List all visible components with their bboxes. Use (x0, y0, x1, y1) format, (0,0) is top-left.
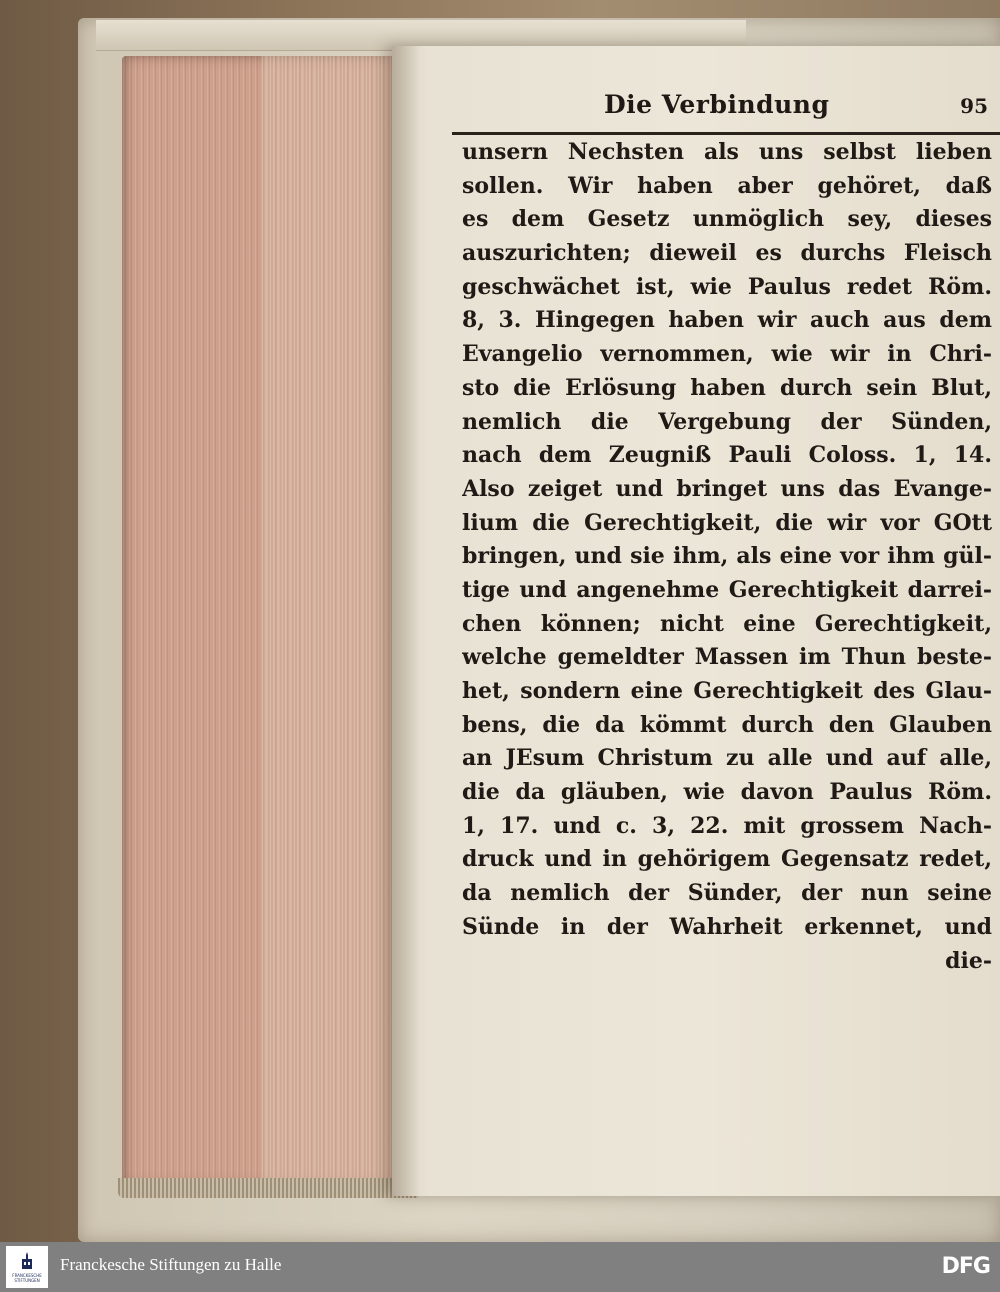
page-block-edges (122, 56, 412, 1186)
logo-caption-line: FRANCKESCHE (12, 1273, 42, 1278)
text-line: auszurichten; dieweil es durchs Fleisch (462, 240, 992, 267)
running-title: Die Verbindung (604, 90, 830, 119)
logo-caption-line: STIFTUNGEN (14, 1278, 40, 1283)
footer-bar (0, 1242, 1000, 1292)
text-line: Sünde in der Wahrheit erkennet, und (462, 913, 992, 940)
printed-page (392, 46, 1000, 1196)
catchword: die- (945, 947, 992, 974)
text-line: es dem Gesetz unmöglich sey, dieses (462, 206, 992, 233)
text-line: druck und in gehörigem Gegensatz redet, (462, 846, 992, 873)
page-block-bottom (118, 1178, 418, 1198)
text-line: chen können; nicht eine Gerechtigkeit, (462, 610, 992, 637)
dfg-logo[interactable]: DFG (941, 1254, 990, 1279)
text-line: 1, 17. und c. 3, 22. mit grossem Nach- (462, 812, 992, 839)
text-line: geschwächet ist, wie Paulus redet Röm. (462, 273, 992, 300)
text-line: 8, 3. Hingegen haben wir auch aus dem (462, 307, 992, 334)
text-line: Also zeiget und bringet uns das Evange- (462, 475, 992, 502)
text-line: unsern Nechsten als uns selbst lieben (462, 139, 992, 165)
text-line: welche gemeldter Massen im Thun beste- (462, 644, 992, 671)
body-text (462, 136, 992, 978)
text-line: bens, die da kömmt durch den Glauben (462, 711, 992, 738)
logo-caption (6, 1273, 48, 1283)
text-line: nemlich die Vergebung der Sünden, (462, 408, 992, 435)
institution-name: Franckesche Stiftungen zu Halle (60, 1255, 282, 1274)
text-line: Evangelio vernommen, wie wir in Chri- (462, 341, 992, 368)
text-line: tige und angenehme Gerechtigkeit darrei- (462, 576, 992, 603)
text-line: da nemlich der Sünder, der nun seine (462, 880, 992, 907)
text-line: sollen. Wir haben aber gehöret, daß (462, 172, 992, 199)
text-line: an JEsum Christum zu alle und auf alle, (462, 745, 992, 772)
text-line: nach dem Zeugniß Pauli Coloss. 1, 14. (462, 442, 992, 469)
text-line: sto die Erlösung haben durch sein Blut, (462, 374, 992, 401)
text-line: die da gläuben, wie davon Paulus Röm. (462, 779, 992, 806)
text-line: lium die Gerechtigkeit, die wir vor GOtt (462, 509, 992, 536)
text-line: bringen, und sie ihm, als eine vor ihm gül- (462, 543, 992, 570)
text-line: het, sondern eine Gerechtigkeit des Glau- (462, 678, 992, 704)
page-number: 95 (960, 94, 988, 118)
francke-foundation-logo[interactable] (6, 1246, 48, 1288)
orphanage-building-icon (21, 1252, 33, 1270)
header-rule (452, 132, 1000, 135)
